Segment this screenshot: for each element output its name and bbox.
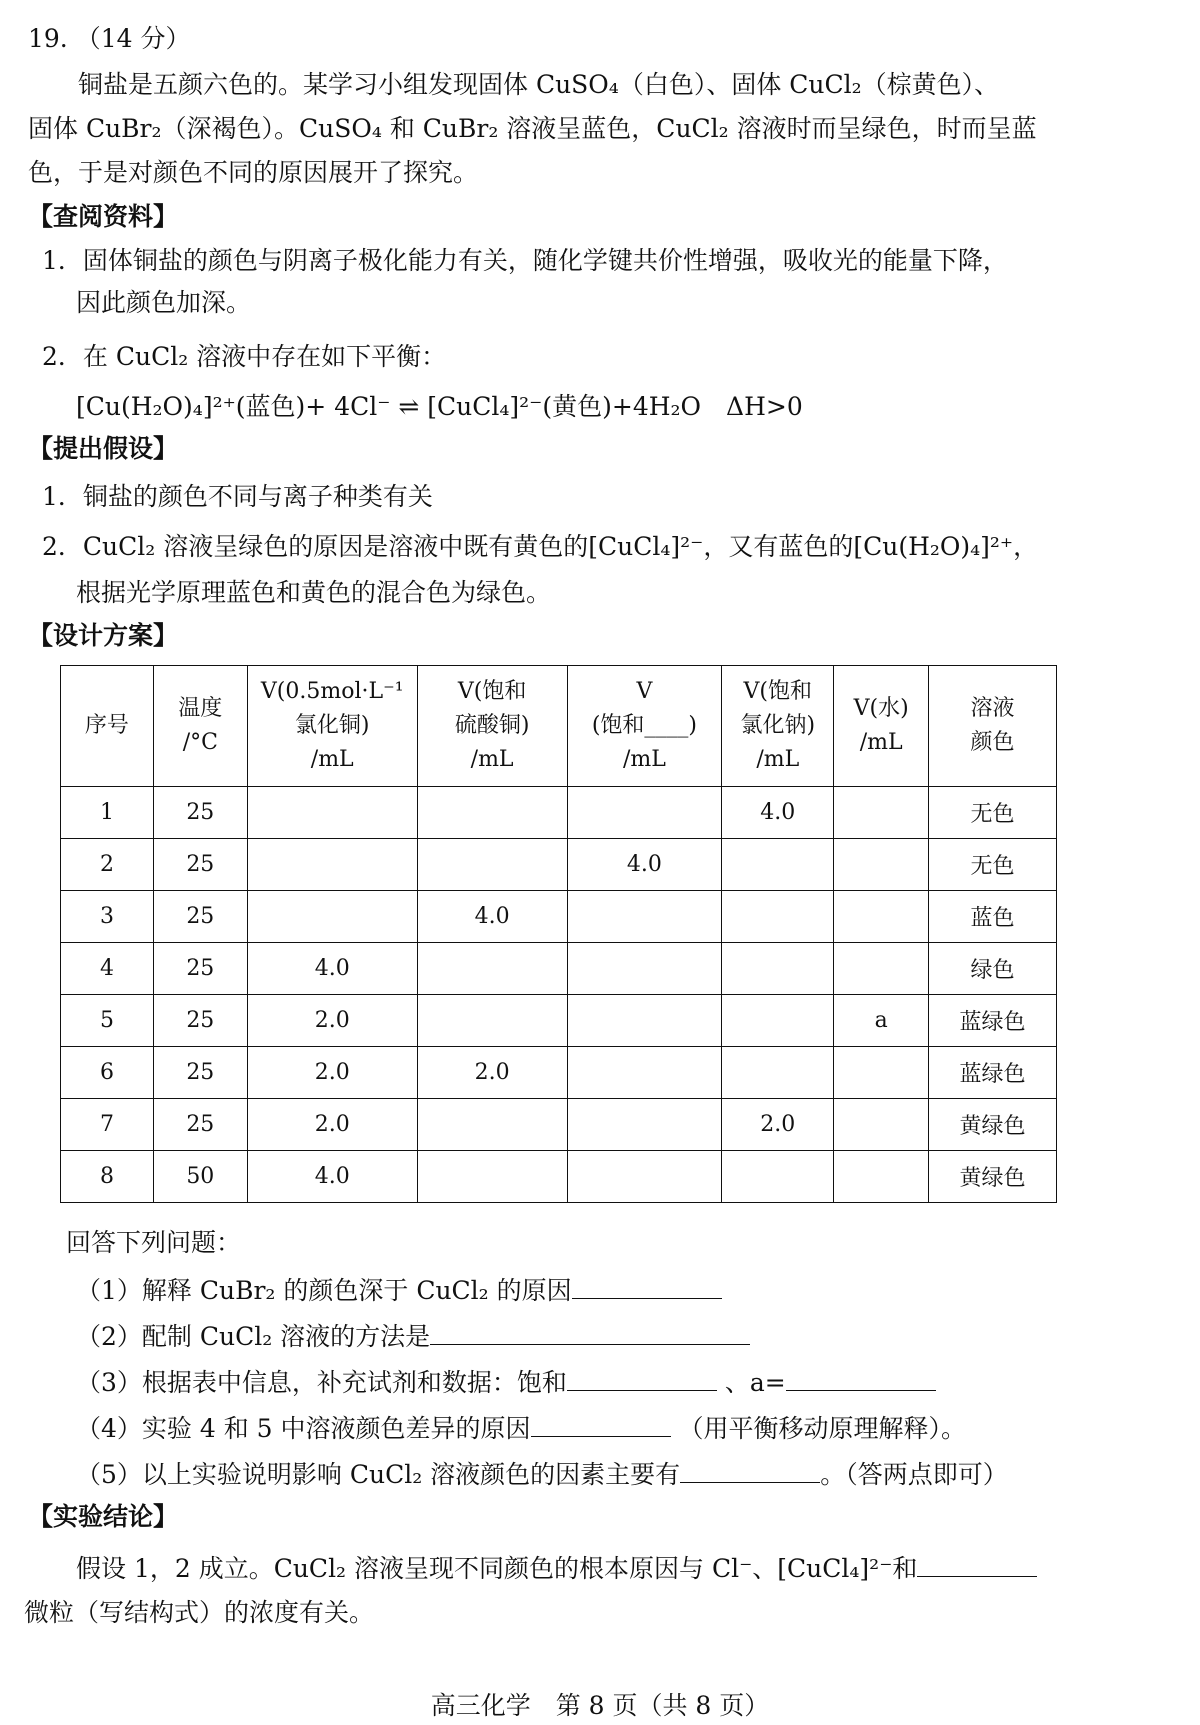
table-cell: 25 xyxy=(153,787,247,839)
table-cell xyxy=(247,787,417,839)
table-header-cell xyxy=(61,666,154,787)
table-cell xyxy=(417,787,567,839)
table-cell: 2.0 xyxy=(247,1047,417,1099)
table-cell: 无色 xyxy=(929,787,1057,839)
table-cell xyxy=(834,1099,929,1151)
hypothesis-item-2-line-1: 2．CuCl₂ 溶液呈绿色的原因是溶液中既有黄色的[CuCl₄]²⁻，又有蓝色的[Cu(H₂O)₄]²⁺， xyxy=(42,532,1039,561)
table-header-cell xyxy=(722,666,834,787)
section-hypothesis: 【提出假设】 xyxy=(28,434,179,463)
table-cell xyxy=(417,943,567,995)
intro-line-2: 固体 CuBr₂（深褐色）。CuSO₄ 和 CuBr₂ 溶液呈蓝色，CuCl₂ 溶液时而呈绿色，时而呈蓝 xyxy=(28,114,1037,143)
conclusion-line-1-text: 假设 1，2 成立。CuCl₂ 溶液呈现不同颜色的根本原因与 Cl⁻、[CuCl₄]²⁻和 xyxy=(76,1554,918,1583)
conclusion-line-2: 微粒（写结构式）的浓度有关。 xyxy=(24,1598,375,1627)
table-row xyxy=(61,1099,1057,1151)
table-cell: 蓝色 xyxy=(929,891,1057,943)
table-cell: 4 xyxy=(61,943,154,995)
table-header-cell xyxy=(153,666,247,787)
answer-blank-3a[interactable] xyxy=(567,1364,717,1391)
intro-line-3: 色，于是对颜色不同的原因展开了探究。 xyxy=(28,158,479,187)
table-header-text: V xyxy=(636,679,653,704)
table-cell: 25 xyxy=(153,1047,247,1099)
table-header-text: 序号 xyxy=(84,713,129,738)
table-cell xyxy=(722,839,834,891)
table-row xyxy=(61,943,1057,995)
answer-blank-2[interactable] xyxy=(430,1318,750,1345)
table-header-text: /mL xyxy=(756,747,800,772)
table-cell: a xyxy=(834,995,929,1047)
table-cell: 25 xyxy=(153,1099,247,1151)
table-cell: 25 xyxy=(153,891,247,943)
table-cell xyxy=(834,787,929,839)
table-cell: 7 xyxy=(61,1099,154,1151)
answer-blank-5[interactable] xyxy=(680,1456,820,1483)
table-cell xyxy=(567,1099,722,1151)
table-cell: 25 xyxy=(153,839,247,891)
table-row xyxy=(61,995,1057,1047)
table-cell: 蓝绿色 xyxy=(929,995,1057,1047)
table-cell: 2.0 xyxy=(247,995,417,1047)
table-cell: 4.0 xyxy=(417,891,567,943)
table-cell xyxy=(722,891,834,943)
table-row xyxy=(61,891,1057,943)
table-cell xyxy=(567,1047,722,1099)
table-header-text: 温度 xyxy=(178,696,223,721)
table-cell xyxy=(567,995,722,1047)
table-cell: 绿色 xyxy=(929,943,1057,995)
table-header-text: V(饱和 xyxy=(743,679,812,704)
reference-item-1-line-1: 1．固体铜盐的颜色与阴离子极化能力有关，随化学键共价性增强，吸收光的能量下降， xyxy=(42,246,1008,275)
table-cell: 4.0 xyxy=(247,1151,417,1203)
table-cell xyxy=(722,1151,834,1203)
answers-intro: 回答下列问题： xyxy=(66,1228,242,1257)
reference-item-2: 2．在 CuCl₂ 溶液中存在如下平衡： xyxy=(42,342,447,371)
table-cell: 1 xyxy=(61,787,154,839)
table-cell: 4.0 xyxy=(722,787,834,839)
equilibrium-equation: [Cu(H₂O)₄]²⁺(蓝色)+ 4Cl⁻ ⇌ [CuCl₄]²⁻(黄色)+4H₂O ΔH>0 xyxy=(76,392,803,421)
table-cell: 2.0 xyxy=(722,1099,834,1151)
question-5-text-a: （5）以上实验说明影响 CuCl₂ 溶液颜色的因素主要有 xyxy=(76,1460,681,1489)
table-cell xyxy=(834,839,929,891)
question-2 xyxy=(76,1318,750,1354)
table-cell: 黄绿色 xyxy=(929,1099,1057,1151)
question-5-text-b: 。（答两点即可） xyxy=(820,1460,1008,1489)
table-cell: 2.0 xyxy=(247,1099,417,1151)
answer-blank-3b[interactable] xyxy=(786,1364,936,1391)
table-body xyxy=(61,787,1057,1203)
table-header-text: /mL xyxy=(470,747,514,772)
table-cell: 50 xyxy=(153,1151,247,1203)
table-cell xyxy=(834,891,929,943)
table-header-text: /mL xyxy=(310,747,354,772)
table-row xyxy=(61,1047,1057,1099)
table-cell xyxy=(247,891,417,943)
table-cell xyxy=(567,787,722,839)
table-header-text: V(水) xyxy=(853,696,909,721)
reference-item-1-line-2: 因此颜色加深。 xyxy=(76,288,252,317)
table-cell: 黄绿色 xyxy=(929,1151,1057,1203)
table-header-text: 氯化钠) xyxy=(740,713,816,738)
question-5 xyxy=(76,1456,1008,1492)
table-header-text: /mL xyxy=(622,747,666,772)
table-cell: 8 xyxy=(61,1151,154,1203)
table-header-text: 溶液 xyxy=(970,696,1015,721)
hypothesis-item-2-line-2: 根据光学原理蓝色和黄色的混合色为绿色。 xyxy=(76,578,552,607)
table-header-cell xyxy=(834,666,929,787)
table-cell xyxy=(417,1151,567,1203)
table-cell xyxy=(722,995,834,1047)
table-header-row xyxy=(61,666,1057,787)
question-number: 19. xyxy=(28,24,68,53)
table-row xyxy=(61,787,1057,839)
table-header-cell xyxy=(417,666,567,787)
question-1 xyxy=(76,1272,722,1308)
table-cell: 25 xyxy=(153,943,247,995)
intro-line-1: 铜盐是五颜六色的。某学习小组发现固体 CuSO₄（白色）、固体 CuCl₂（棕黄色）、 xyxy=(78,70,1000,99)
table-cell: 25 xyxy=(153,995,247,1047)
question-points: （14 分） xyxy=(75,24,191,53)
table-cell: 蓝绿色 xyxy=(929,1047,1057,1099)
question-3-text-b: 、a= xyxy=(724,1368,786,1397)
table-cell xyxy=(417,1099,567,1151)
table-header-text: /mL xyxy=(859,730,903,755)
question-4-text-a: （4）实验 4 和 5 中溶液颜色差异的原因 xyxy=(76,1414,531,1443)
table-header-text: /°C xyxy=(182,730,218,755)
table-header-cell xyxy=(567,666,722,787)
table-row xyxy=(61,839,1057,891)
table-cell xyxy=(567,943,722,995)
table-cell xyxy=(834,1047,929,1099)
table-cell xyxy=(834,943,929,995)
section-design: 【设计方案】 xyxy=(28,621,179,650)
table-cell: 6 xyxy=(61,1047,154,1099)
question-3-text-a: （3）根据表中信息，补充试剂和数据：饱和 xyxy=(76,1368,567,1397)
hypothesis-item-1: 1．铜盐的颜色不同与离子种类有关 xyxy=(42,482,433,511)
conclusion-line-1 xyxy=(76,1550,1037,1586)
answer-blank-conclusion[interactable] xyxy=(917,1550,1037,1577)
table-cell xyxy=(834,1151,929,1203)
table-cell: 3 xyxy=(61,891,154,943)
table-cell xyxy=(722,1047,834,1099)
table-header-text: 硫酸铜) xyxy=(454,713,530,738)
table-header-cell xyxy=(247,666,417,787)
table-header-text: V(饱和 xyxy=(457,679,527,704)
table-cell: 无色 xyxy=(929,839,1057,891)
table-cell: 5 xyxy=(61,995,154,1047)
question-2-text: （2）配制 CuCl₂ 溶液的方法是 xyxy=(76,1322,431,1351)
table-cell: 2 xyxy=(61,839,154,891)
table-cell xyxy=(247,839,417,891)
question-4 xyxy=(76,1410,966,1446)
table-header-text: V(0.5mol·L⁻¹ xyxy=(260,679,404,704)
section-conclusion: 【实验结论】 xyxy=(28,1502,179,1531)
table-cell xyxy=(567,1151,722,1203)
table-cell xyxy=(417,995,567,1047)
table-cell xyxy=(417,839,567,891)
question-4-text-b: （用平衡移动原理解释）。 xyxy=(678,1414,966,1443)
table-header-text: 氯化铜) xyxy=(294,713,370,738)
answer-blank-1[interactable] xyxy=(572,1272,722,1299)
question-1-text: （1）解释 CuBr₂ 的颜色深于 CuCl₂ 的原因 xyxy=(76,1276,572,1305)
table-cell: 2.0 xyxy=(417,1047,567,1099)
table-cell xyxy=(567,891,722,943)
question-3 xyxy=(76,1364,936,1400)
page-footer: 高三化学 第 8 页（共 8 页） xyxy=(430,1691,770,1720)
section-reference: 【查阅资料】 xyxy=(28,202,179,231)
table-header-cell xyxy=(929,666,1057,787)
table-header-text: (饱和____) xyxy=(591,713,697,738)
table-row xyxy=(61,1151,1057,1203)
experiment-table xyxy=(60,665,1057,1203)
table-cell xyxy=(722,943,834,995)
table-cell: 4.0 xyxy=(567,839,722,891)
table-cell: 4.0 xyxy=(247,943,417,995)
table-header-text: 颜色 xyxy=(970,730,1015,755)
question-header xyxy=(28,22,190,56)
answer-blank-4[interactable] xyxy=(531,1410,671,1437)
